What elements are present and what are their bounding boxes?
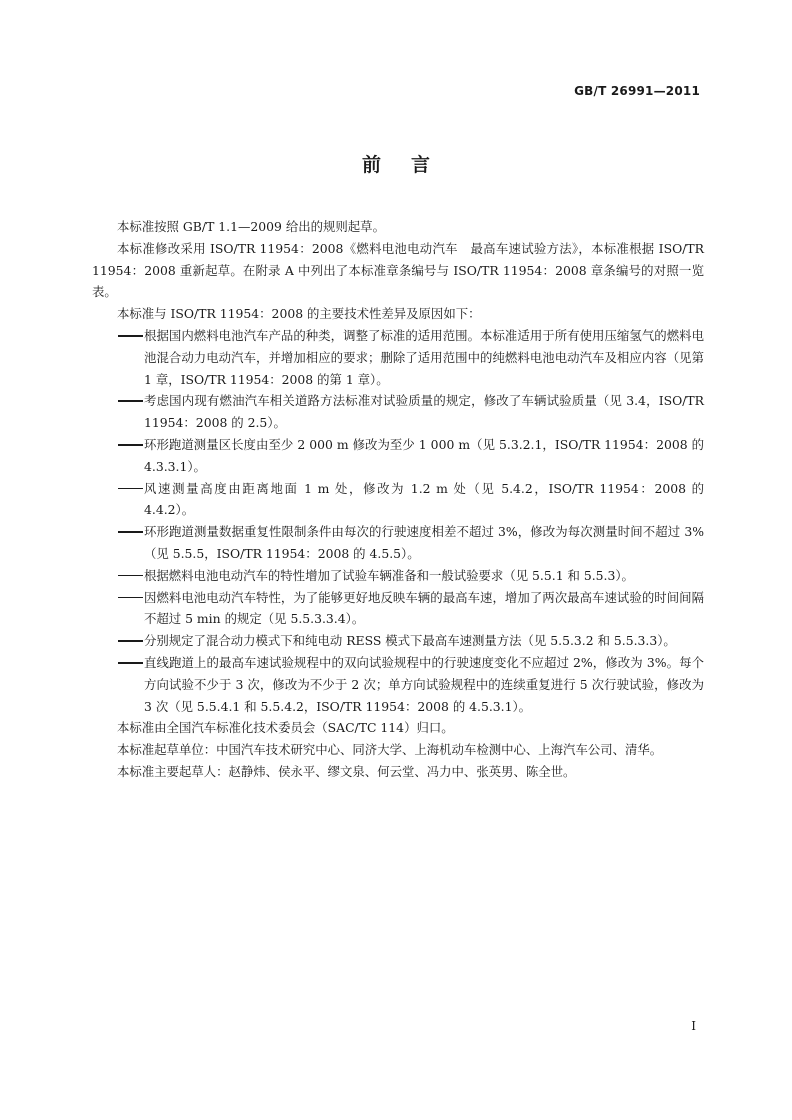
difference-item-8 xyxy=(92,630,704,652)
foreword-body xyxy=(92,216,704,783)
paragraph-committee: 本标准由全国汽车标准化技术委员会（SAC/TC 114）归口。 xyxy=(117,720,454,736)
difference-text: 根据燃料电池电动汽车的特性增加了试验车辆准备和一般试验要求（见 5.5.1 和 5.5.3）。 xyxy=(144,567,634,583)
em-dash-icon xyxy=(92,390,144,402)
em-dash-icon xyxy=(92,325,144,337)
em-dash-icon xyxy=(92,630,144,642)
difference-item-2 xyxy=(92,390,704,434)
difference-text: 直线跑道上的最高车速试验规程中的双向试验规程中的行驶速度变化不应超过 2%，修改为 3%。每个方向试验不少于 3 次，修改为不少于 2 次；单方向试验规程中的连续重复进行 5 次行驶试验，修改为 3 次（见 5.5.4.1 和 5.5.4.2，ISO/TR 11954：2008 的 4.5.3.1）。 xyxy=(144,654,704,714)
paragraph-adoption: 本标准修改采用 ISO/TR 11954：2008《燃料电池电动汽车 最高车速试验方法》，本标准根据 ISO/TR 11954：2008 重新起草。在附录 A 中列出了本标准章条编号与 ISO/TR 11954：2008 章条编号的对照一览表。 xyxy=(92,240,704,300)
difference-item-5 xyxy=(92,521,704,565)
difference-text: 环形跑道测量数据重复性限制条件由每次的行驶速度相差不超过 3%，修改为每次测量时间不超过 3%（见 5.5.5，ISO/TR 11954：2008 的 4.5.5）。 xyxy=(144,524,704,561)
em-dash-icon xyxy=(92,478,144,490)
em-dash-icon xyxy=(92,652,144,664)
difference-item-6 xyxy=(92,565,704,587)
page-number: I xyxy=(691,1019,696,1033)
paragraph-drafters: 本标准主要起草人：赵静炜、侯永平、缪文泉、何云堂、冯力中、张英男、陈全世。 xyxy=(117,763,576,779)
standard-number: GB/T 26991—2011 xyxy=(574,84,700,98)
difference-item-9 xyxy=(92,652,704,717)
difference-text: 环形跑道测量区长度由至少 2 000 m 修改为至少 1 000 m（见 5.3.2.1，ISO/TR 11954：2008 的 4.3.3.1）。 xyxy=(144,436,704,474)
em-dash-icon xyxy=(92,434,144,446)
page-title: 前言 xyxy=(361,154,460,176)
difference-text: 风速测量高度由距离地面 1 m 处，修改为 1.2 m 处（见 5.4.2，ISO/TR 11954：2008 的 4.4.2）。 xyxy=(144,480,704,518)
em-dash-icon xyxy=(92,587,144,599)
paragraph-drafting-rules: 本标准按照 GB/T 1.1—2009 给出的规则起草。 xyxy=(117,219,385,234)
difference-item-3 xyxy=(92,434,704,478)
em-dash-icon xyxy=(92,521,144,533)
difference-text: 根据国内燃料电池汽车产品的种类，调整了标准的适用范围。本标准适用于所有使用压缩氢气的燃料电池混合动力电动汽车，并增加相应的要求；删除了适用范围中的纯燃料电池电动汽车及相应内容（见第 1 章，ISO/TR 11954：2008 的第 1 章）。 xyxy=(144,327,704,387)
difference-text: 分别规定了混合动力模式下和纯电动 RESS 模式下最高车速测量方法（见 5.5.3.2 和 5.5.3.3）。 xyxy=(144,633,676,649)
difference-item-1 xyxy=(92,325,704,390)
em-dash-icon xyxy=(92,565,144,577)
difference-text: 因燃料电池电动汽车特性，为了能够更好地反映车辆的最高车速，增加了两次最高车速试验的时间间隔不超过 5 min 的规定（见 5.5.3.3.4）。 xyxy=(144,589,704,627)
difference-item-7 xyxy=(92,587,704,631)
difference-item-4 xyxy=(92,478,704,522)
paragraph-differences-intro: 本标准与 ISO/TR 11954：2008 的主要技术性差异及原因如下： xyxy=(117,306,481,322)
difference-text: 考虑国内现有燃油汽车相关道路方法标准对试验质量的规定，修改了车辆试验质量（见 3.4，ISO/TR 11954：2008 的 2.5）。 xyxy=(144,393,704,431)
paragraph-drafting-units: 本标准起草单位：中国汽车技术研究中心、同济大学、上海机动车检测中心、上海汽车公司、清华。 xyxy=(117,742,663,758)
